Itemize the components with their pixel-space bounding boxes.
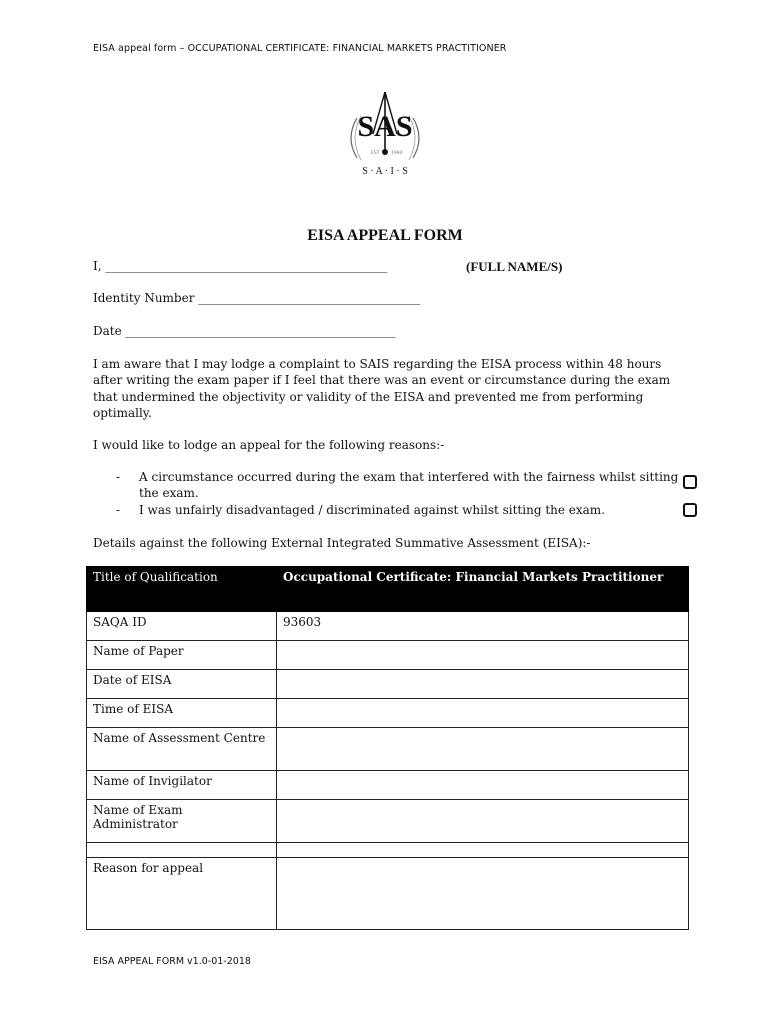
table-row [87, 728, 689, 771]
table-row [87, 699, 689, 728]
row-value [277, 843, 689, 858]
awareness-paragraph: I am aware that I may lodge a complaint to SAIS regarding the EISA process within 48 hours after writing the exam paper if I feel that there was an event or circumstance during the exam that undermined the objectivity or validity of the EISA and prevented me from performing optimally. [93, 357, 671, 420]
table-row [87, 843, 689, 858]
table-row [87, 771, 689, 800]
identity-number-field[interactable]: Identity Number _____________________________________ [93, 291, 421, 305]
svg-text:EST: EST [371, 151, 380, 156]
reason-list [93, 469, 703, 518]
reason-2-checkbox[interactable] [683, 503, 697, 517]
row-label: Title of Qualification [87, 567, 277, 612]
assessment-centre-input[interactable] [277, 728, 689, 771]
row-label: Name of Invigilator [87, 771, 277, 800]
bullet-dash: - [116, 470, 121, 484]
paper-name-input[interactable] [277, 641, 689, 670]
row-label: Name of Assessment Centre [87, 728, 277, 771]
reason-text: A circumstance occurred during the exam that interfered with the fairness whilst sitting the exam. [139, 470, 679, 501]
reason-item [93, 502, 703, 518]
exam-administrator-input[interactable] [277, 800, 689, 843]
reason-1-checkbox[interactable] [683, 475, 697, 489]
date-field[interactable]: Date _____________________________________________ [93, 324, 396, 338]
table-row [87, 612, 689, 641]
row-label [87, 843, 277, 858]
details-table [86, 566, 689, 930]
sais-logo [335, 86, 435, 186]
row-value: Occupational Certificate: Financial Markets Practitioner [277, 567, 689, 612]
row-label: Time of EISA [87, 699, 277, 728]
row-label: SAQA ID [87, 612, 277, 641]
footer-version: EISA APPEAL FORM v1.0-01-2018 [93, 956, 251, 967]
reason-item [93, 469, 703, 502]
bullet-dash: - [116, 502, 121, 517]
full-name-hint: (FULL NAME/S) [466, 259, 563, 274]
details-intro: Details against the following External Integrated Summative Assessment (EISA):- [93, 536, 591, 550]
svg-text:S · A · I · S: S · A · I · S [362, 166, 408, 177]
table-row [87, 641, 689, 670]
invigilator-input[interactable] [277, 771, 689, 800]
row-label: Name of Exam Administrator [87, 800, 277, 843]
row-label: Reason for appeal [87, 858, 277, 930]
eisa-date-input[interactable] [277, 670, 689, 699]
page-title: EISA APPEAL FORM [307, 227, 463, 244]
full-name-field[interactable]: I, _______________________________________________ [93, 259, 388, 273]
table-row [87, 567, 689, 612]
running-header: EISA appeal form – OCCUPATIONAL CERTIFICATE: FINANCIAL MARKETS PRACTITIONER [93, 43, 507, 54]
table-row [87, 670, 689, 699]
reasons-intro: I would like to lodge an appeal for the following reasons:- [93, 438, 445, 452]
eisa-time-input[interactable] [277, 699, 689, 728]
table-row [87, 800, 689, 843]
row-label: Date of EISA [87, 670, 277, 699]
svg-text:1994: 1994 [391, 151, 403, 156]
svg-text:SAS: SAS [357, 110, 413, 143]
reason-for-appeal-input[interactable] [277, 858, 689, 930]
table-row [87, 858, 689, 930]
row-label: Name of Paper [87, 641, 277, 670]
row-value: 93603 [277, 612, 689, 641]
reason-text: I was unfairly disadvantaged / discriminated against whilst sitting the exam. [139, 502, 606, 517]
